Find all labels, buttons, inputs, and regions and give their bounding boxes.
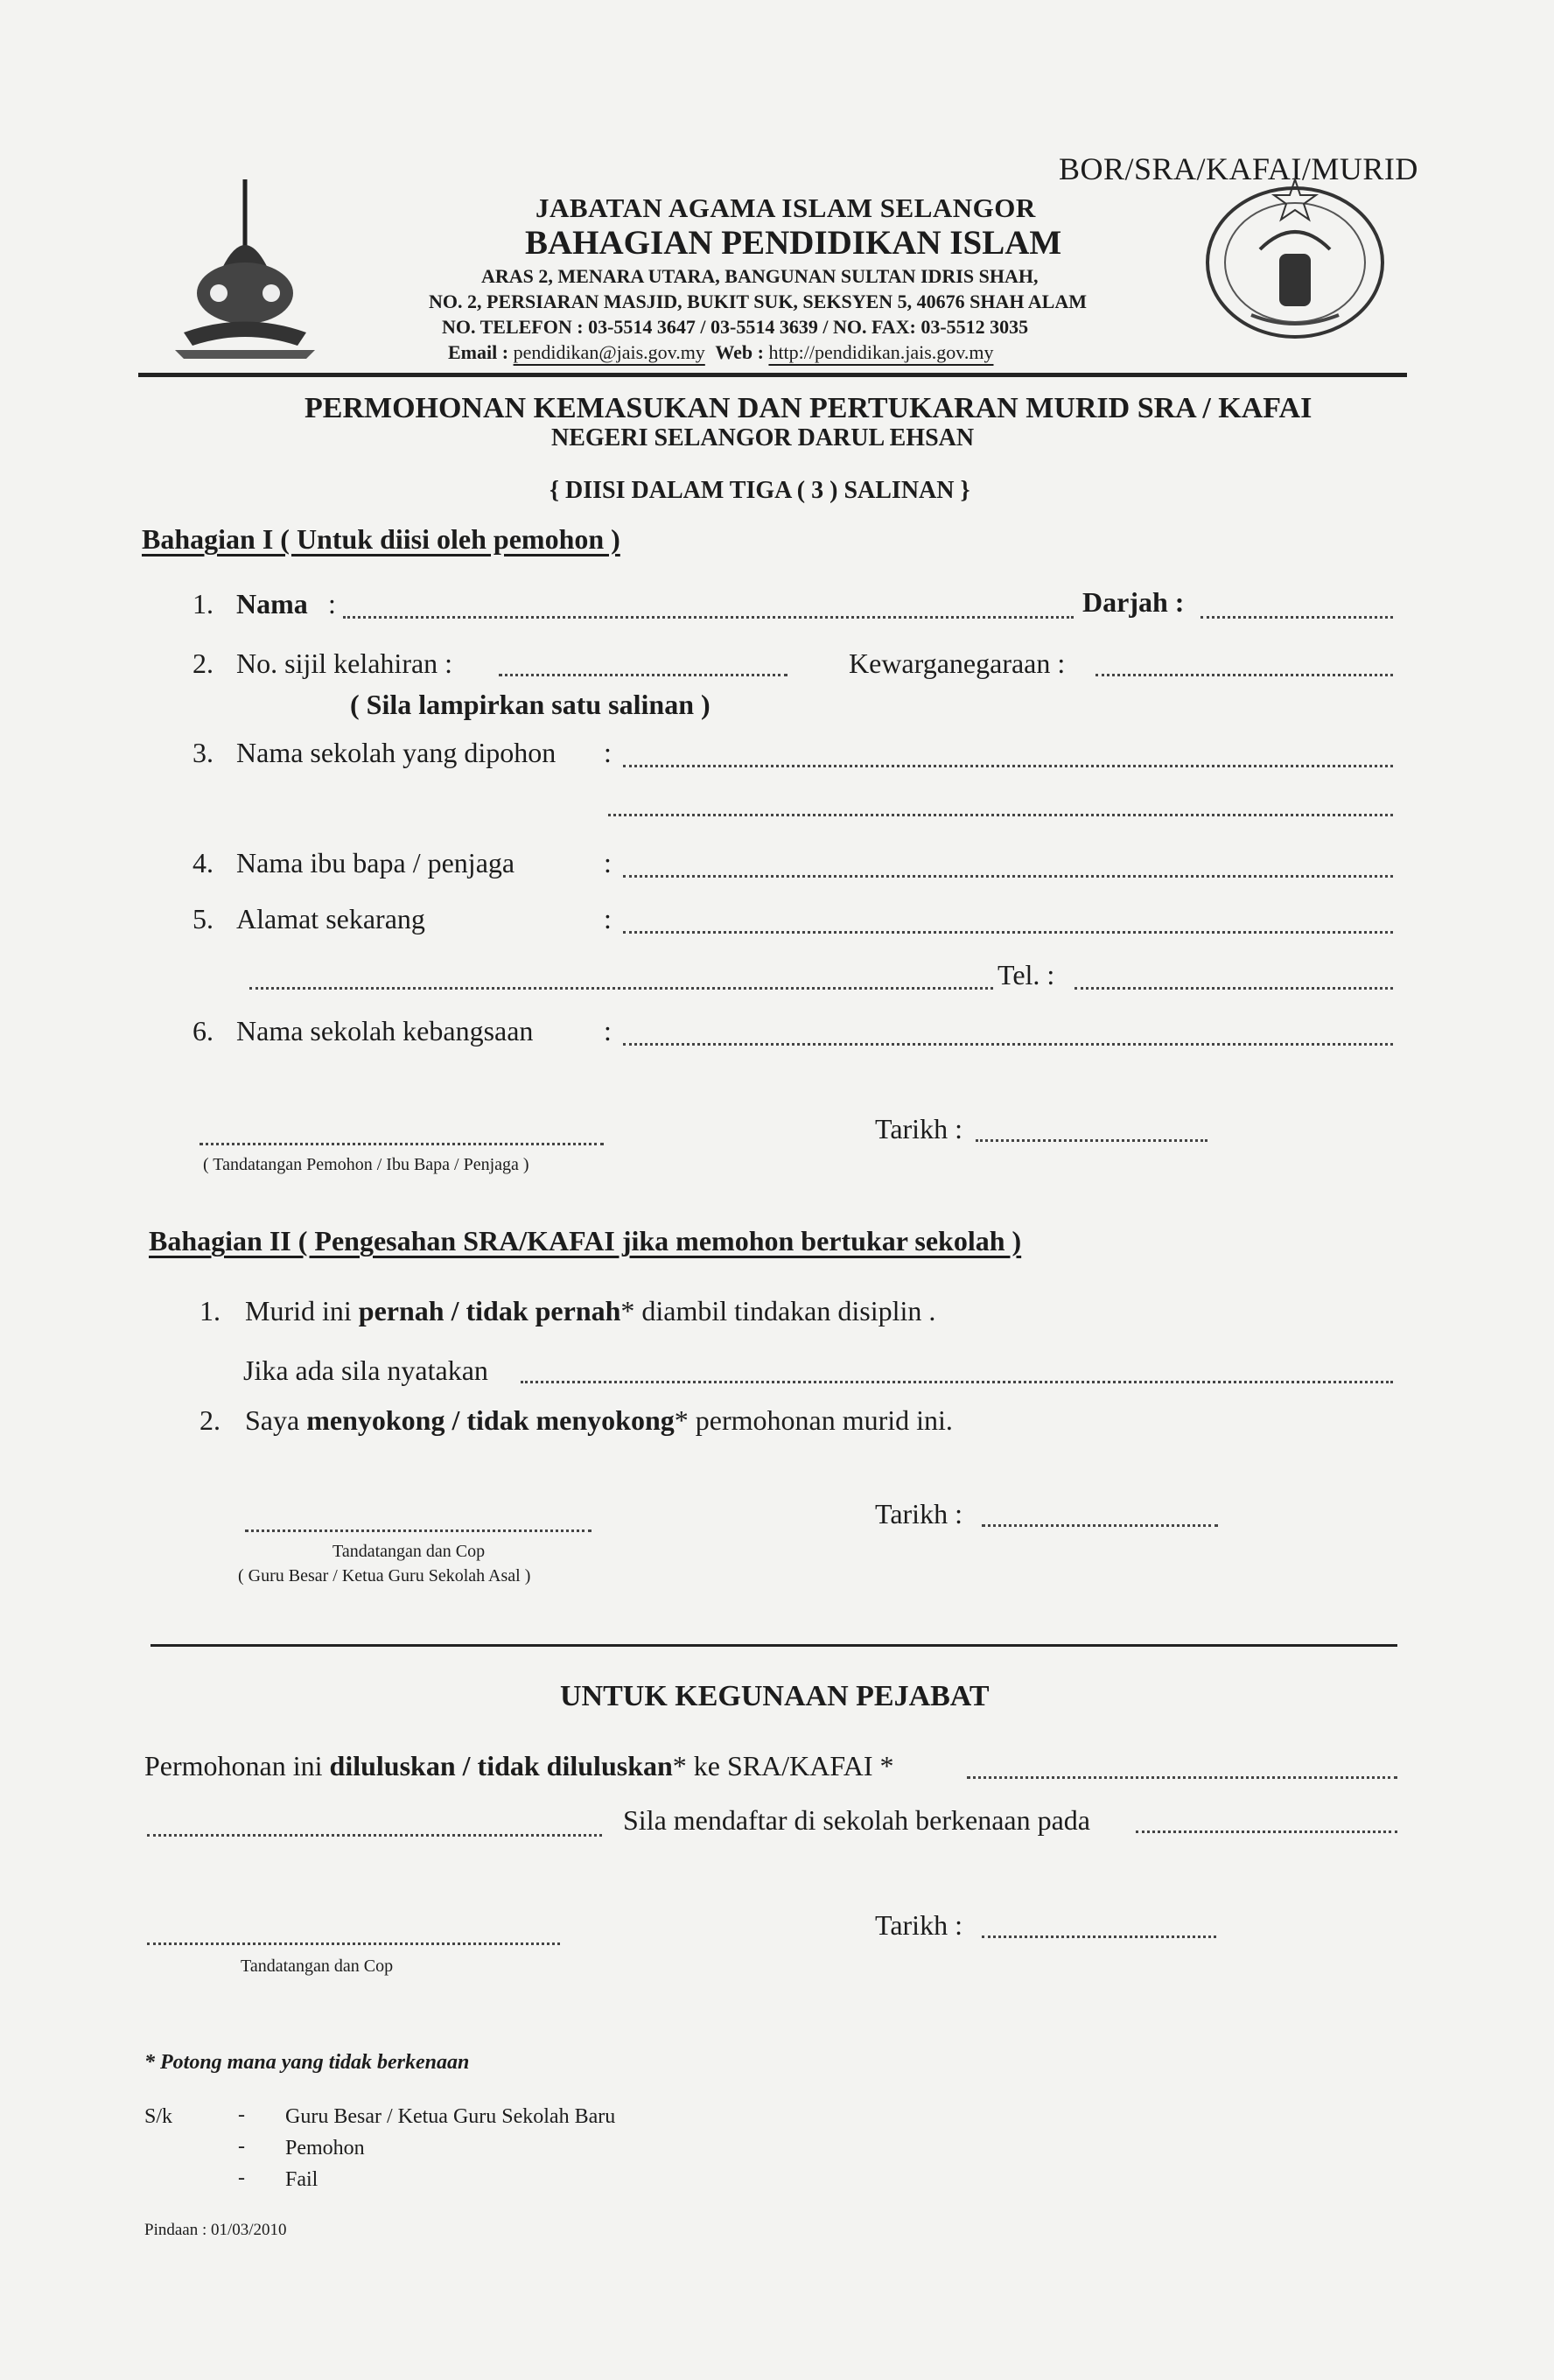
applicant-signature-field[interactable] [200,1143,604,1145]
address-label: Alamat sekarang [236,903,425,934]
citizenship-label: Kewarganegaraan : [849,648,1066,679]
national-school-label: Nama sekolah kebangsaan [236,1015,534,1046]
q1-detail-field[interactable] [521,1381,1393,1383]
q2-text [245,1404,953,1437]
email-web-line [448,341,994,364]
office-date-label: Tarikh : [875,1909,962,1941]
address-field-2[interactable] [249,987,993,990]
org-name: JABATAN AGAMA ISLAM SELANGOR [536,192,1036,223]
address-field[interactable] [623,931,1393,934]
q1-part-a: Murid ini [245,1295,352,1326]
field1-number: 1. [192,588,214,620]
applied-school-label: Nama sekolah yang dipohon [236,737,556,768]
cc-item: Fail [285,2168,318,2191]
tel-field[interactable] [1074,987,1393,990]
national-school-colon: : [604,1015,612,1046]
q2-number: 2. [200,1404,220,1436]
headmaster-title-caption: ( Guru Besar / Ketua Guru Sekolah Asal ) [238,1566,531,1586]
office-school-field-2[interactable] [147,1834,602,1837]
form-subtitle: NEGERI SELANGOR DARUL EHSAN [551,424,975,452]
q1-detail-label: Jika ada sila nyatakan [243,1354,488,1386]
birth-cert-label: No. sijil kelahiran : [236,648,453,679]
applicant-signature-caption: ( Tandatangan Pemohon / Ibu Bapa / Penjaga ) [203,1155,529,1174]
part2-heading: Bahagian II ( Pengesahan SRA/KAFAI jika memohon bertukar sekolah ) [149,1225,1022,1256]
name-label: Nama [236,588,308,620]
revision-date: Pindaan : 01/03/2010 [144,2221,287,2239]
copies-note: { DIISI DALAM TIGA ( 3 ) SALINAN } [550,477,970,504]
darjah-label: Darjah : [1082,586,1185,618]
national-school-field[interactable] [623,1043,1393,1046]
tel-label: Tel. : [998,959,1055,990]
name-colon: : [328,588,336,620]
applied-school-field-2[interactable] [608,814,1393,816]
q1-text [245,1295,935,1327]
address-colon: : [604,903,612,934]
part2-date-label: Tarikh : [875,1498,962,1530]
address-line-1: ARAS 2, MENARA UTARA, BANGUNAN SULTAN IDRIS SHAH, [481,265,1039,287]
selangor-crest-icon [166,179,341,363]
q1-number: 1. [200,1295,220,1326]
office-school-field[interactable] [967,1776,1397,1779]
field6-number: 6. [192,1015,214,1046]
cc-item: Guru Besar / Ketua Guru Sekolah Baru [285,2105,616,2128]
jais-crest-icon [1199,171,1391,346]
applied-school-colon: : [604,737,612,768]
cc-dash-3: - [238,2166,245,2189]
birth-cert-field[interactable] [499,674,788,676]
register-date-field[interactable] [1136,1830,1397,1833]
office-decision-choice[interactable]: diluluskan / tidak diluluskan [329,1750,673,1782]
header-rule [138,373,1407,377]
part2-date-field[interactable] [982,1524,1218,1527]
cc-label: S/k [144,2105,173,2128]
office-decision-c: * ke SRA/KAFAI * [672,1750,894,1782]
office-signature-caption: Tandatangan dan Cop [241,1956,394,1976]
division-name: BAHAGIAN PENDIDIKAN ISLAM [525,224,1062,262]
cc-item: Pemohon [285,2137,365,2160]
form-code: BOR/SRA/KAFAI/MURID [1059,151,1418,186]
q2-part-a: Saya [245,1404,300,1436]
part1-date-label: Tarikh : [875,1113,962,1144]
field2-number: 2. [192,648,214,679]
guardian-name-field[interactable] [623,875,1393,878]
office-date-field[interactable] [982,1936,1216,1938]
headmaster-signature-field[interactable] [245,1530,592,1532]
attach-copy-note: ( Sila lampirkan satu salinan ) [350,689,710,720]
guardian-name-label: Nama ibu bapa / penjaga [236,847,515,878]
phone-fax: NO. TELEFON : 03-5514 3647 / 03-5514 3639 / NO. FAX: 03-5512 3035 [442,316,1029,338]
address-line-2: NO. 2, PERSIARAN MASJID, BUKIT SUK, SEKSYEN 5, 40676 SHAH ALAM [429,290,1087,312]
part1-heading: Bahagian I ( Untuk diisi oleh pemohon ) [142,523,620,555]
email-label: Email : [448,341,509,363]
citizenship-field[interactable] [1096,674,1393,676]
q1-part-c: * diambil tindakan disiplin . [620,1295,936,1326]
form-title: PERMOHONAN KEMASUKAN DAN PERTUKARAN MURID SRA / KAFAI [304,392,1312,424]
field5-number: 5. [192,903,214,934]
name-field[interactable] [343,616,1074,619]
field3-number: 3. [192,737,214,768]
field4-number: 4. [192,847,214,878]
q2-choice[interactable]: menyokong / tidak menyokong [306,1404,675,1436]
office-heading: UNTUK KEGUNAAN PEJABAT [560,1680,990,1712]
cc-dash-2: - [238,2135,245,2158]
web-link[interactable]: http://pendidikan.jais.gov.my [768,341,994,363]
email-link[interactable]: pendidikan@jais.gov.my [513,341,705,363]
office-divider [150,1644,1397,1647]
headmaster-signature-caption: Tandatangan dan Cop [332,1542,486,1561]
register-date-label: Sila mendaftar di sekolah berkenaan pada [623,1804,1090,1836]
office-decision-text [144,1750,894,1782]
q1-choice[interactable]: pernah / tidak pernah [358,1295,621,1326]
web-label: Web : [715,341,764,363]
office-signature-field[interactable] [147,1942,560,1945]
part1-date-field[interactable] [976,1139,1208,1142]
cc-dash-1: - [238,2104,245,2126]
applied-school-field[interactable] [623,765,1393,767]
darjah-field[interactable] [1200,616,1393,619]
guardian-name-colon: : [604,847,612,878]
strike-out-note: * Potong mana yang tidak berkenaan [144,2051,470,2074]
q2-part-c: * permohonan murid ini. [674,1404,953,1436]
office-decision-a: Permohonan ini [144,1750,323,1782]
